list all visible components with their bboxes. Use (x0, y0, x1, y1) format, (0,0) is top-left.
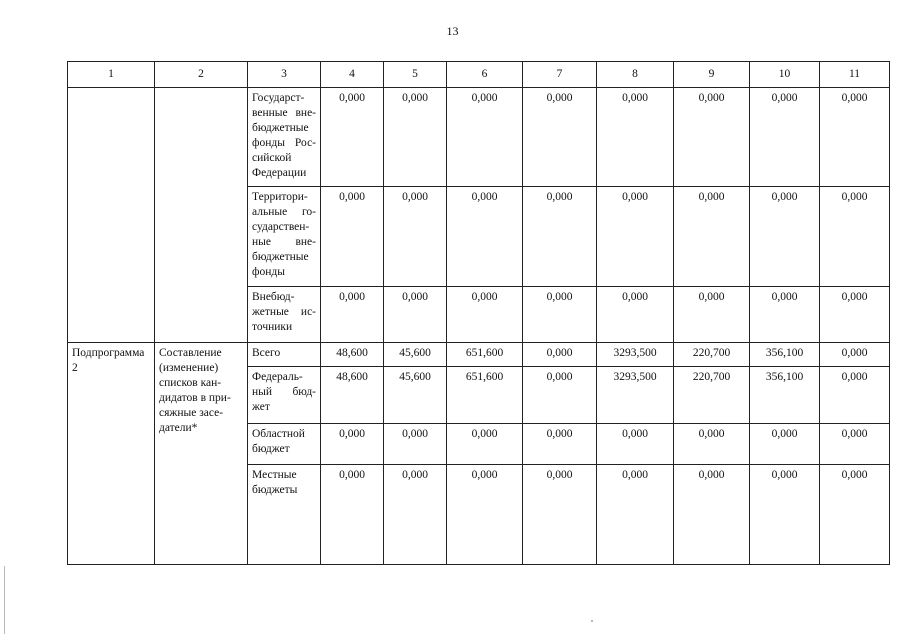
funding-source: Всего (248, 343, 321, 367)
value-cell: 0,000 (523, 187, 597, 287)
funding-source: Государст-венные вне-бюджетные фонды Рос-сийской Федерации (248, 88, 321, 187)
scan-artifact-line (4, 566, 5, 634)
value-cell: 356,100 (750, 343, 820, 367)
value-cell: 0,000 (674, 287, 750, 343)
subprogram-description: Составление (изменение) списков кан-дидатов в при-сяжные засе-датели* (155, 343, 248, 565)
budget-table (67, 61, 890, 565)
value-cell: 0,000 (321, 88, 384, 187)
value-cell: 0,000 (750, 187, 820, 287)
value-cell: 0,000 (820, 465, 890, 565)
value-cell: 45,600 (384, 343, 447, 367)
value-cell: 45,600 (384, 367, 447, 424)
funding-source: Внебюд-жетные ис-точники (248, 287, 321, 343)
value-cell: 0,000 (750, 88, 820, 187)
column-header: 5 (384, 62, 447, 88)
value-cell: 0,000 (384, 187, 447, 287)
column-header: 2 (155, 62, 248, 88)
column-number-row (68, 62, 890, 88)
value-cell: 0,000 (447, 287, 523, 343)
value-cell: 0,000 (750, 465, 820, 565)
column-header: 7 (523, 62, 597, 88)
value-cell: 0,000 (447, 88, 523, 187)
subprogram-name: Подпрограмма 2 (68, 343, 155, 565)
value-cell: 0,000 (674, 187, 750, 287)
value-cell: 0,000 (597, 88, 674, 187)
value-cell: 0,000 (447, 465, 523, 565)
empty-program-cell (68, 88, 155, 343)
value-cell: 0,000 (820, 287, 890, 343)
table-row (68, 88, 890, 187)
value-cell: 0,000 (447, 187, 523, 287)
column-header: 8 (597, 62, 674, 88)
value-cell: 220,700 (674, 367, 750, 424)
value-cell: 220,700 (674, 343, 750, 367)
value-cell: 0,000 (820, 187, 890, 287)
value-cell: 0,000 (674, 424, 750, 465)
column-header: 10 (750, 62, 820, 88)
value-cell: 0,000 (750, 424, 820, 465)
value-cell: 0,000 (447, 424, 523, 465)
column-header: 11 (820, 62, 890, 88)
column-header: 6 (447, 62, 523, 88)
table-row (68, 343, 890, 367)
value-cell: 0,000 (820, 343, 890, 367)
value-cell: 651,600 (447, 343, 523, 367)
empty-description-cell (155, 88, 248, 343)
value-cell: 651,600 (447, 367, 523, 424)
value-cell: 48,600 (321, 343, 384, 367)
value-cell: 0,000 (384, 465, 447, 565)
funding-source: Областной бюджет (248, 424, 321, 465)
funding-source: Местные бюджеты (248, 465, 321, 565)
value-cell: 0,000 (523, 424, 597, 465)
funding-source: Федераль-ный бюд-жет (248, 367, 321, 424)
value-cell: 0,000 (321, 187, 384, 287)
column-header: 3 (248, 62, 321, 88)
value-cell: 0,000 (321, 287, 384, 343)
value-cell: 0,000 (321, 465, 384, 565)
value-cell: 0,000 (523, 465, 597, 565)
value-cell: 0,000 (674, 465, 750, 565)
value-cell: 0,000 (523, 343, 597, 367)
value-cell: 0,000 (597, 287, 674, 343)
value-cell: 0,000 (597, 465, 674, 565)
value-cell: 0,000 (750, 287, 820, 343)
scan-artifact-dot (591, 620, 593, 622)
value-cell: 0,000 (820, 367, 890, 424)
value-cell: 0,000 (523, 367, 597, 424)
value-cell: 0,000 (523, 287, 597, 343)
value-cell: 0,000 (384, 88, 447, 187)
value-cell: 0,000 (384, 287, 447, 343)
value-cell: 0,000 (523, 88, 597, 187)
value-cell: 0,000 (674, 88, 750, 187)
value-cell: 3293,500 (597, 367, 674, 424)
value-cell: 0,000 (820, 424, 890, 465)
value-cell: 3293,500 (597, 343, 674, 367)
page-number: 13 (446, 24, 459, 38)
value-cell: 0,000 (597, 424, 674, 465)
value-cell: 0,000 (820, 88, 890, 187)
value-cell: 0,000 (384, 424, 447, 465)
value-cell: 48,600 (321, 367, 384, 424)
value-cell: 0,000 (597, 187, 674, 287)
column-header: 9 (674, 62, 750, 88)
funding-source: Территори-альные го-сударствен-ные вне-бюджетные фонды (248, 187, 321, 287)
value-cell: 356,100 (750, 367, 820, 424)
column-header: 1 (68, 62, 155, 88)
value-cell: 0,000 (321, 424, 384, 465)
column-header: 4 (321, 62, 384, 88)
